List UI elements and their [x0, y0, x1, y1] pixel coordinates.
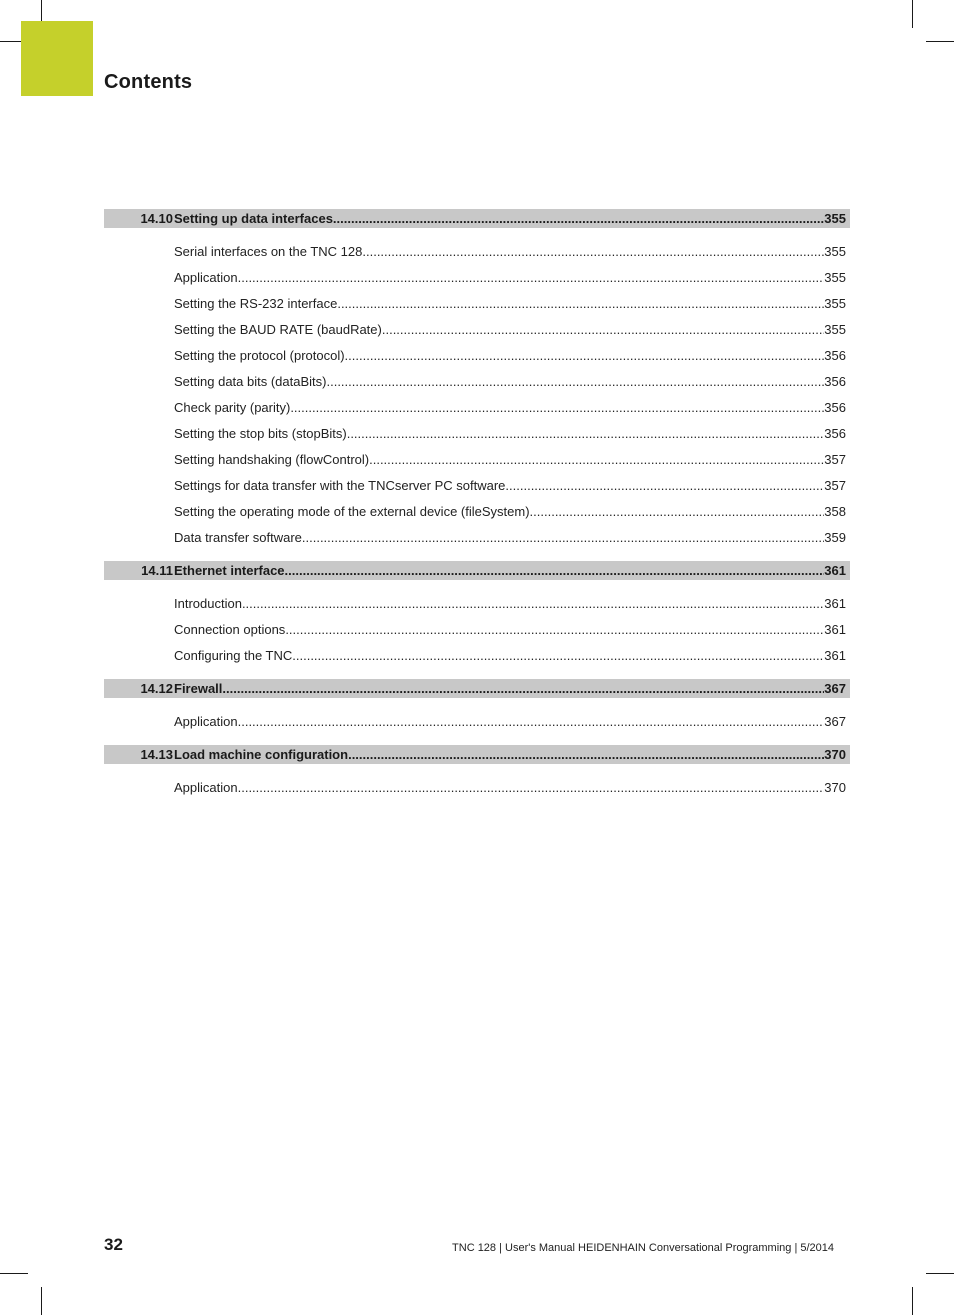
page-title: Contents	[104, 71, 193, 93]
entry-page: 356	[824, 373, 846, 389]
dot-leader	[326, 374, 824, 389]
entry-page: 356	[824, 347, 846, 363]
entry-title: Setting handshaking (flowControl)	[174, 451, 370, 467]
crop-mark	[926, 41, 954, 42]
dot-leader	[530, 504, 825, 519]
toc-entry[interactable]	[104, 590, 850, 616]
entry-page: 355	[824, 295, 846, 311]
section-title: Setting up data interfaces	[174, 211, 333, 226]
section-number: 14.10	[140, 211, 173, 226]
entry-page: 355	[824, 269, 846, 285]
dot-leader	[347, 426, 825, 441]
dot-leader	[337, 296, 824, 311]
dot-leader	[333, 211, 824, 226]
section-page: 367	[824, 681, 846, 696]
section-title: Load machine configuration	[174, 747, 349, 762]
entry-page: 361	[824, 621, 846, 637]
section-number: 14.12	[140, 681, 173, 696]
entry-title: Setting the operating mode of the external device (fileSystem)	[174, 503, 530, 519]
toc-section	[104, 745, 850, 800]
toc-entry[interactable]	[104, 642, 850, 668]
dot-leader	[285, 563, 825, 578]
entry-title: Data transfer software	[174, 529, 302, 545]
entry-page: 356	[824, 399, 846, 415]
entry-title: Setting data bits (dataBits)	[174, 373, 327, 389]
toc-section-heading[interactable]	[104, 561, 850, 580]
crop-mark	[912, 0, 913, 28]
entry-page: 355	[824, 243, 846, 259]
toc-entry[interactable]	[104, 498, 850, 524]
toc-section-heading[interactable]	[104, 745, 850, 764]
entry-title: Connection options	[174, 621, 286, 637]
entry-title: Settings for data transfer with the TNCserver PC software	[174, 477, 506, 493]
dot-leader	[302, 530, 824, 545]
toc-entry[interactable]	[104, 420, 850, 446]
section-number: 14.13	[140, 747, 173, 762]
entry-page: 357	[824, 451, 846, 467]
entry-page: 355	[824, 321, 846, 337]
section-title: Ethernet interface	[174, 563, 285, 578]
toc-entry[interactable]	[104, 524, 850, 550]
footer-text: TNC 128 | User's Manual HEIDENHAIN Conversational Programming | 5/2014	[452, 1242, 834, 1254]
footer-page-number: 32	[104, 1235, 123, 1254]
toc-entry[interactable]	[104, 264, 850, 290]
dot-leader	[285, 622, 824, 637]
entry-title: Serial interfaces on the TNC 128	[174, 243, 363, 259]
dot-leader	[505, 478, 824, 493]
entry-title: Application	[174, 779, 238, 795]
dot-leader	[238, 270, 825, 285]
entry-page: 370	[824, 779, 846, 795]
toc-entry[interactable]	[104, 774, 850, 800]
toc-entry[interactable]	[104, 472, 850, 498]
toc-entry[interactable]	[104, 708, 850, 734]
dot-leader	[369, 452, 824, 467]
dot-leader	[290, 400, 824, 415]
toc-entry[interactable]	[104, 316, 850, 342]
toc-entry[interactable]	[104, 394, 850, 420]
table-of-contents	[104, 209, 850, 811]
entry-title: Introduction	[174, 595, 242, 611]
toc-entry[interactable]	[104, 368, 850, 394]
dot-leader	[382, 322, 824, 337]
section-page: 370	[824, 747, 846, 762]
dot-leader	[238, 714, 825, 729]
toc-entry[interactable]	[104, 238, 850, 264]
dot-leader	[242, 596, 824, 611]
toc-section	[104, 679, 850, 734]
toc-section-heading[interactable]	[104, 679, 850, 698]
dot-leader	[362, 244, 824, 259]
dot-leader	[345, 348, 825, 363]
entry-title: Application	[174, 713, 238, 729]
dot-leader	[292, 648, 824, 663]
toc-section-heading[interactable]	[104, 209, 850, 228]
crop-mark	[0, 1273, 28, 1274]
entry-page: 367	[824, 713, 846, 729]
entry-title: Configuring the TNC	[174, 647, 293, 663]
section-number: 14.11	[141, 563, 173, 578]
crop-mark	[926, 1273, 954, 1274]
entry-page: 356	[824, 425, 846, 441]
entry-title: Application	[174, 269, 238, 285]
entry-title: Setting the protocol (protocol)	[174, 347, 345, 363]
toc-entry[interactable]	[104, 616, 850, 642]
entry-page: 361	[824, 647, 846, 663]
dot-leader	[238, 780, 825, 795]
section-title: Firewall	[174, 681, 223, 696]
crop-mark	[41, 1287, 42, 1315]
entry-title: Setting the stop bits (stopBits)	[174, 425, 347, 441]
entry-page: 358	[824, 503, 846, 519]
entry-page: 357	[824, 477, 846, 493]
dot-leader	[348, 747, 824, 762]
section-page: 361	[824, 563, 846, 578]
toc-entry[interactable]	[104, 342, 850, 368]
entry-title: Check parity (parity)	[174, 399, 291, 415]
entry-title: Setting the BAUD RATE (baudRate)	[174, 321, 382, 337]
toc-entry[interactable]	[104, 290, 850, 316]
entry-page: 359	[824, 529, 846, 545]
entry-page: 361	[824, 595, 846, 611]
section-page: 355	[824, 211, 846, 226]
entry-title: Setting the RS-232 interface	[174, 295, 338, 311]
toc-section	[104, 561, 850, 668]
toc-entry[interactable]	[104, 446, 850, 472]
toc-section	[104, 209, 850, 550]
dot-leader	[222, 681, 824, 696]
accent-block	[21, 21, 93, 96]
crop-mark	[912, 1287, 913, 1315]
